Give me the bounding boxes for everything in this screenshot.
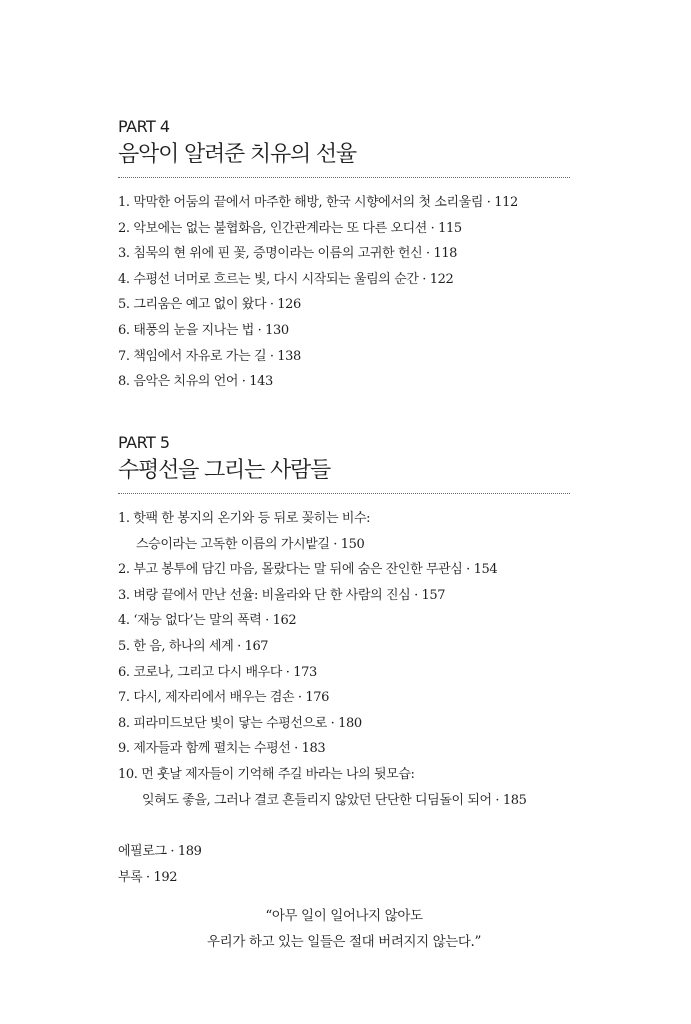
part-4-title: 음악이 알려준 치유의 선율 (118, 142, 356, 167)
toc-item: 1. 핫팩 한 봉지의 온기와 등 뒤로 꽂히는 비수: (118, 511, 371, 526)
toc-item: 4. ‘재능 없다’는 말의 폭력 · 162 (118, 613, 297, 629)
toc-item: 5. 한 음, 하나의 세계 · 167 (118, 638, 269, 654)
quote-line-1: “아무 일이 일어나지 않아도 (265, 908, 423, 924)
toc-item: 8. 음악은 치유의 언어 · 143 (118, 374, 273, 390)
toc-item: 9. 제자들과 함께 펼치는 수평선 · 183 (118, 741, 326, 757)
part-4-label: PART 4 (118, 117, 170, 136)
part-4-toc-list (118, 190, 570, 395)
appendix-entry: 부록 · 192 (118, 870, 178, 885)
toc-item-continuation: 잊혀도 좋을, 그러나 결코 흔들리지 않았던 단단한 디딤돌이 되어 · 185 (142, 792, 527, 808)
part-5-label: PART 5 (118, 433, 170, 452)
epilogue-entry: 에필로그 · 189 (118, 844, 202, 859)
part-5-title: 수평선을 그리는 사람들 (118, 458, 331, 483)
toc-item: 3. 침묵의 현 위에 핀 꽃, 증명이라는 이름의 고귀한 헌신 · 118 (118, 246, 458, 262)
toc-item: 8. 피라미드보단 빛이 닿는 수평선으로 · 180 (118, 715, 362, 731)
toc-item: 1. 막막한 어둠의 끝에서 마주한 해방, 한국 시향에서의 첫 소리울림 · 112 (118, 195, 518, 210)
toc-item: 7. 다시, 제자리에서 배우는 겸손 · 176 (118, 690, 329, 706)
quote-line-2: 우리가 하고 있는 일들은 절대 버려지지 않는다.” (207, 934, 481, 950)
part-5-section (118, 433, 570, 813)
toc-item: 7. 책임에서 자유로 가는 길 · 138 (118, 348, 301, 364)
toc-item: 2. 악보에는 없는 불협화음, 인간관계라는 또 다른 오디션 · 115 (118, 220, 462, 236)
toc-item-continuation: 스승이라는 고독한 이름의 가시밭길 · 150 (136, 536, 365, 552)
toc-item: 2. 부고 봉투에 담긴 마음, 몰랐다는 말 뒤에 숨은 잔인한 무관심 · 154 (118, 562, 498, 578)
toc-item: 6. 태풍의 눈을 지나는 법 · 130 (118, 322, 289, 338)
toc-item: 10. 먼 훗날 제자들이 기억해 주길 바라는 나의 뒷모습: (118, 766, 415, 782)
part-4-divider (118, 177, 570, 178)
part-4-section (118, 117, 570, 395)
part-5-divider (118, 493, 570, 494)
toc-item: 3. 벼랑 끝에서 만난 선율: 비올라와 단 한 사람의 진심 · 157 (118, 587, 446, 603)
toc-item: 5. 그리움은 예고 없이 왔다 · 126 (118, 297, 301, 313)
toc-item: 6. 코로나, 그리고 다시 배우다 · 173 (118, 664, 317, 680)
toc-item: 4. 수평선 너머로 흐르는 빛, 다시 시작되는 울림의 순간 · 122 (118, 271, 454, 287)
part-5-toc-list (118, 506, 570, 813)
